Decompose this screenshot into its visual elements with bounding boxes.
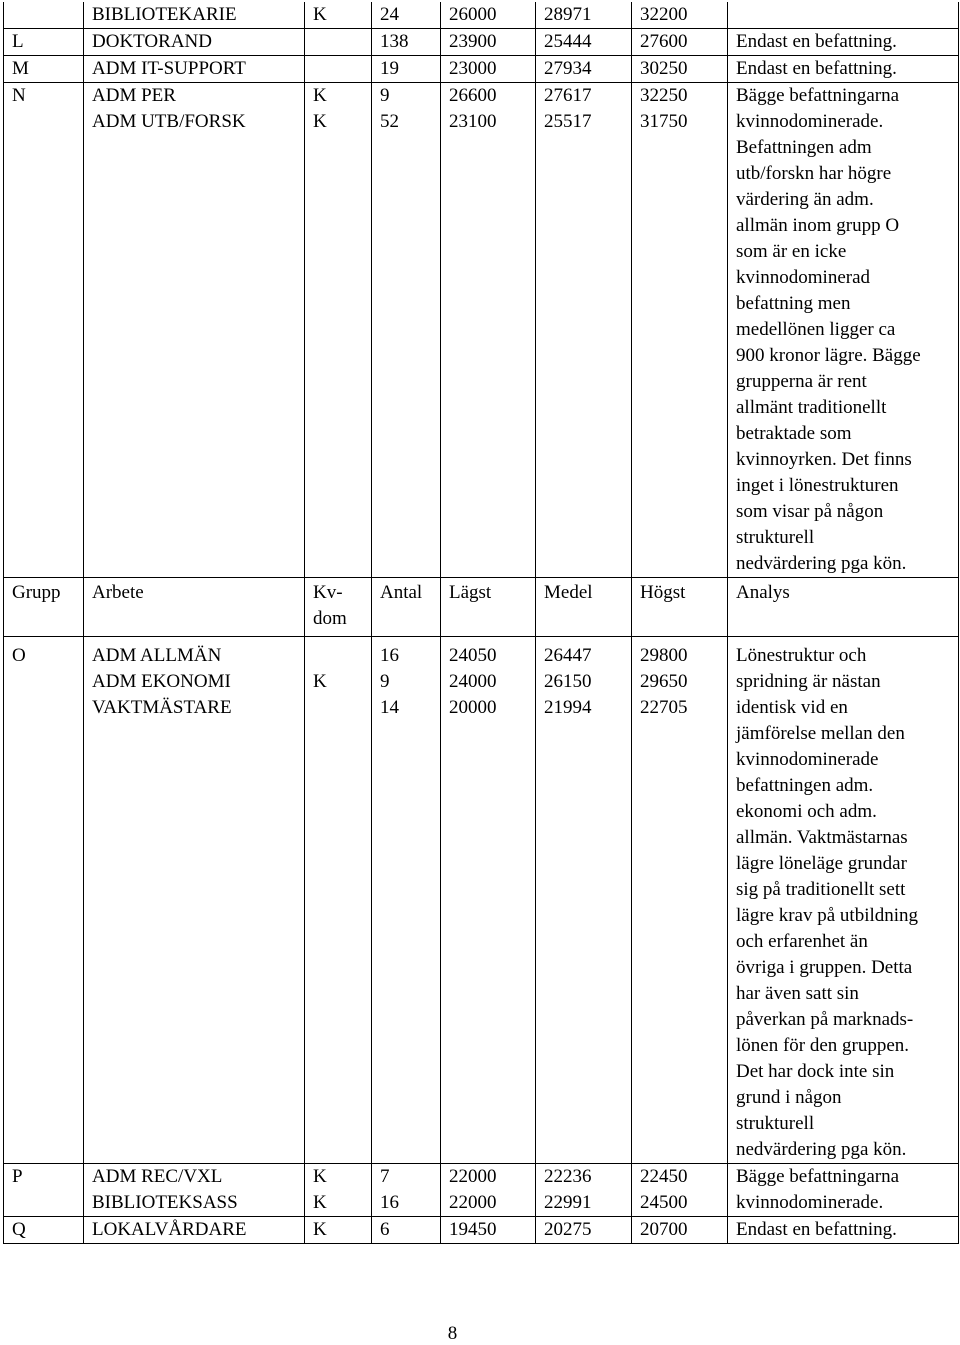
antal-cell [372,83,441,578]
analys-line: allmän inom grupp O [736,215,900,236]
analys-line: Lönestruktur och [736,645,867,666]
lagst-cell [441,56,536,83]
cell-value: LOKALVÅRDARE [92,1219,247,1240]
analys-line: kvinnodominerade. [736,1192,884,1213]
cell-value [12,109,83,135]
cell-value: 52 [380,111,399,132]
salary-analysis-table [3,2,959,1244]
grupp-cell [4,1164,84,1217]
grupp-cell [4,2,84,29]
hogst-cell [632,83,728,578]
analys-line: grupperna är rent [736,371,867,392]
analys-line: befattning men [736,293,851,314]
kv-cell [305,637,372,1164]
cell-value: 29800 [640,645,688,666]
analys-cell [728,29,959,56]
analys-line: lönen för den gruppen. [736,1035,910,1056]
column-header [441,578,536,637]
antal-cell [372,637,441,1164]
arbete-cell [84,83,305,578]
arbete-cell [84,1164,305,1217]
cell-value: ADM IT-SUPPORT [92,58,246,79]
analys-line: kvinnodominerad [736,267,871,288]
cell-value: ADM EKONOMI [92,671,231,692]
cell-value: 26447 [544,645,592,666]
cell-value: 19 [380,58,399,79]
column-header-label: Lägst [449,582,492,603]
analys-line: som är en icke [736,241,847,262]
analys-line: utb/forskn har högre [736,163,892,184]
cell-value: 16 [380,1192,399,1213]
cell-value: 28971 [544,4,592,25]
analys-line: övriga i gruppen. Detta [736,957,913,978]
cell-value: BIBLIOTEKARIE [92,4,237,25]
medel-cell [536,29,632,56]
grupp-cell [4,1217,84,1244]
cell-value: 6 [380,1219,390,1240]
lagst-cell [441,637,536,1164]
cell-value: 24 [380,4,399,25]
cell-value: 24000 [449,671,497,692]
cell-value: 21994 [544,697,592,718]
cell-value [12,695,83,721]
column-header [305,578,372,637]
cell-value: 24050 [449,645,497,666]
grupp-cell [4,83,84,578]
analys-line: påverkan på marknads- [736,1009,914,1030]
analys-line: lägre krav på utbildning [736,905,919,926]
table-row [4,56,959,83]
analys-cell [728,637,959,1164]
analys-cell [728,1164,959,1217]
cell-value: 23100 [449,111,497,132]
arbete-cell [84,2,305,29]
hogst-cell [632,1164,728,1217]
hogst-cell [632,2,728,29]
analys-line: Bägge befattningarna [736,1166,900,1187]
cell-value: 20000 [449,697,497,718]
cell-value: 138 [380,31,409,52]
cell-value: 30250 [640,58,688,79]
cell-value: 23000 [449,58,497,79]
analys-line: nedvärdering pga kön. [736,553,907,574]
lagst-cell [441,2,536,29]
analys-line: spridning är nästan [736,671,881,692]
cell-value: 20700 [640,1219,688,1240]
analys-line: värdering än adm. [736,189,874,210]
medel-cell [536,637,632,1164]
lagst-cell [441,83,536,578]
cell-value: L [12,31,24,52]
column-header-label: Analys [736,582,790,603]
cell-value: 23900 [449,31,497,52]
lagst-cell [441,1217,536,1244]
cell-value: 27600 [640,31,688,52]
cell-value: 22000 [449,1166,497,1187]
cell-value: 14 [380,697,399,718]
column-header [372,578,441,637]
arbete-cell [84,56,305,83]
analys-line: strukturell [736,1113,815,1134]
analys-line: inget i lönestrukturen [736,475,899,496]
cell-value: O [12,645,26,666]
cell-value: BIBLIOTEKSASS [92,1192,238,1213]
cell-value: K [313,1166,327,1187]
column-header [632,578,728,637]
table-row [4,83,959,578]
hogst-cell [632,637,728,1164]
analys-line: ekonomi och adm. [736,801,877,822]
cell-value: Q [12,1219,26,1240]
column-header-line: Kv- [313,582,343,603]
cell-value: K [313,111,327,132]
hogst-cell [632,29,728,56]
cell-value: 22991 [544,1192,592,1213]
hogst-cell [632,1217,728,1244]
arbete-cell [84,637,305,1164]
cell-value: 26000 [449,4,497,25]
analys-line: Endast en befattning. [736,1219,897,1240]
analys-line: sig på traditionellt sett [736,879,906,900]
table-row [4,1217,959,1244]
analys-line: kvinnodominerade [736,749,879,770]
table-row [4,2,959,29]
column-header [4,578,84,637]
column-header [536,578,632,637]
cell-value: 16 [380,645,399,666]
cell-value: N [12,85,26,106]
cell-value: 26600 [449,85,497,106]
cell-value [313,29,371,55]
medel-cell [536,1217,632,1244]
analys-line: kvinnoyrken. Det finns [736,449,912,470]
antal-cell [372,56,441,83]
cell-value: 22000 [449,1192,497,1213]
table-row [4,637,959,1164]
analys-line: som visar på någon [736,501,884,522]
cell-value: ADM ALLMÄN [92,645,222,666]
analys-cell [728,2,959,29]
hogst-cell [632,56,728,83]
cell-value: 32250 [640,85,688,106]
cell-value: 25517 [544,111,592,132]
antal-cell [372,1164,441,1217]
cell-value: K [313,85,327,106]
cell-value: 24500 [640,1192,688,1213]
analys-line: Bägge befattningarna [736,85,900,106]
cell-value: K [313,1192,327,1213]
cell-value: 19450 [449,1219,497,1240]
kv-cell [305,56,372,83]
cell-value: 7 [380,1166,390,1187]
cell-value: 22705 [640,697,688,718]
cell-value: K [313,1219,327,1240]
lagst-cell [441,29,536,56]
column-header-label: Antal [380,582,423,603]
analys-line: har även satt sin [736,983,859,1004]
kv-cell [305,29,372,56]
cell-value [313,643,371,669]
column-header [84,578,305,637]
analys-line: nedvärdering pga kön. [736,1139,907,1160]
grupp-cell [4,56,84,83]
antal-cell [372,2,441,29]
cell-value: K [313,4,327,25]
analys-line: grund i någon [736,1087,842,1108]
cell-value: ADM REC/VXL [92,1166,223,1187]
antal-cell [372,1217,441,1244]
cell-value: M [12,58,29,79]
page-number: 8 [447,1323,458,1344]
column-header [728,578,959,637]
cell-value [313,56,371,82]
cell-value: 9 [380,671,390,692]
cell-value: 29650 [640,671,688,692]
analys-cell [728,83,959,578]
cell-value [12,669,83,695]
analys-line: kvinnodominerade. [736,111,884,132]
analys-cell [728,1217,959,1244]
cell-value: 22450 [640,1166,688,1187]
analys-line: befattningen adm. [736,775,874,796]
grupp-cell [4,29,84,56]
cell-value [12,1190,83,1216]
column-header-label: Högst [640,582,686,603]
analys-line: Endast en befattning. [736,58,897,79]
column-header-line: dom [313,608,347,629]
column-header-label: Arbete [92,582,144,603]
cell-value: 25444 [544,31,592,52]
cell-value: 20275 [544,1219,592,1240]
cell-value: 27617 [544,85,592,106]
antal-cell [372,29,441,56]
analys-line: jämförelse mellan den [736,723,905,744]
kv-cell [305,2,372,29]
kv-cell [305,1217,372,1244]
analys-line: strukturell [736,527,815,548]
analys-line: 900 kronor lägre. Bägge [736,345,921,366]
medel-cell [536,1164,632,1217]
table-body [4,2,959,1244]
analys-line: lägre löneläge grundar [736,853,907,874]
cell-value: VAKTMÄSTARE [92,697,232,718]
cell-value: ADM UTB/FORSK [92,111,246,132]
analys-line: och erfarenhet än [736,931,868,952]
analys-line: betraktade som [736,423,852,444]
cell-value: DOKTORAND [92,31,212,52]
cell-value: 9 [380,85,390,106]
column-header-label: Grupp [12,582,61,603]
analys-line: allmän. Vaktmästarnas [736,827,908,848]
header-row [4,578,959,637]
cell-value: 27934 [544,58,592,79]
cell-value: 31750 [640,111,688,132]
cell-value: ADM PER [92,85,176,106]
arbete-cell [84,29,305,56]
column-header-label: Medel [544,582,593,603]
table-row [4,29,959,56]
cell-value [313,695,371,721]
cell-value [12,2,83,28]
analys-cell [728,56,959,83]
arbete-cell [84,1217,305,1244]
analys-line: identisk vid en [736,697,848,718]
medel-cell [536,2,632,29]
analys-line: medellönen ligger ca [736,319,896,340]
medel-cell [536,83,632,578]
kv-cell [305,1164,372,1217]
cell-value: 26150 [544,671,592,692]
lagst-cell [441,1164,536,1217]
analys-line: Befattningen adm [736,137,872,158]
grupp-cell [4,637,84,1164]
cell-value: P [12,1166,23,1187]
analys-line: Endast en befattning. [736,31,897,52]
cell-value: 32200 [640,4,688,25]
analys-line: allmänt traditionellt [736,397,887,418]
analys-line: Det har dock inte sin [736,1061,895,1082]
table-row [4,1164,959,1217]
medel-cell [536,56,632,83]
cell-value: 22236 [544,1166,592,1187]
cell-value: K [313,671,327,692]
kv-cell [305,83,372,578]
